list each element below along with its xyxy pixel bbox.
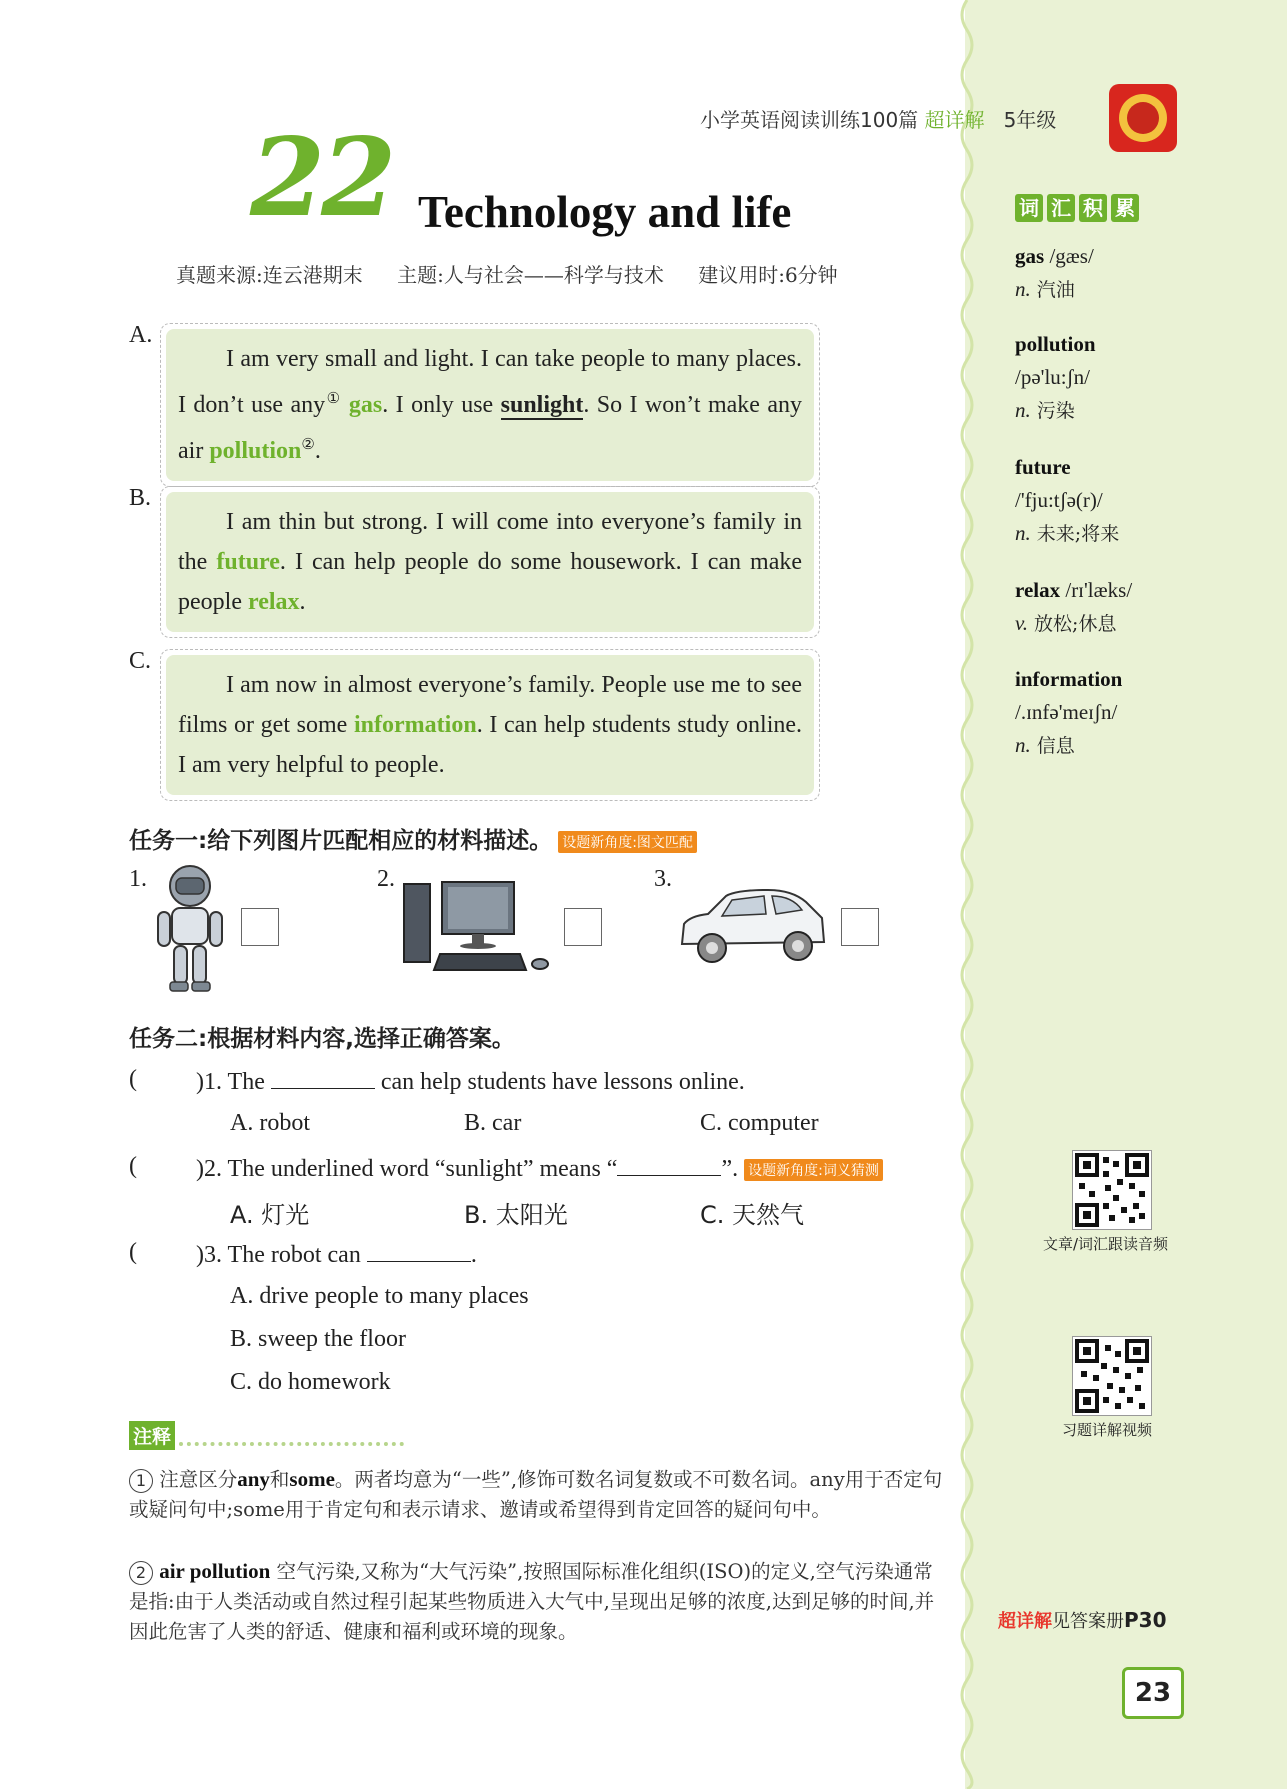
qr-code-icon[interactable] <box>1072 1150 1152 1230</box>
answer-box-1[interactable] <box>241 908 279 946</box>
vocab-item-gas: gas /gæs/ n. 汽油 <box>1015 244 1094 301</box>
book-title: 小学英语阅读训练100篇 <box>700 108 919 132</box>
passage-a: I am very small and light. I can take people to many places. I don’t use any① gas. I only use sunlight. So I won’t make any air pollution②. <box>160 323 820 487</box>
vocab-item-future: future /'fju:tʃə(r)/ n. 未来;将来 <box>1015 455 1120 545</box>
question-tag: 设题新角度:词义猜测 <box>744 1159 883 1181</box>
answer-paren[interactable]: ( <box>129 1066 137 1092</box>
robot-image <box>150 862 230 994</box>
page-number: 23 <box>1122 1667 1184 1719</box>
passage-label: A. <box>129 322 153 348</box>
q2-option-a[interactable]: A. 灯光 <box>230 1201 310 1229</box>
q2-option-b[interactable]: B. 太阳光 <box>464 1201 568 1229</box>
book-highlight: 超详解 <box>924 108 985 132</box>
q3-option-b[interactable]: B. sweep the floor <box>230 1326 406 1352</box>
meta-theme: 主题:人与社会——科学与技术 <box>397 263 664 287</box>
lesson-number: 22 <box>250 115 393 241</box>
publisher-logo-icon <box>1109 84 1177 152</box>
answer-box-2[interactable] <box>564 908 602 946</box>
question-tag: 设题新角度:图文匹配 <box>558 831 697 853</box>
answer-paren[interactable]: ( <box>129 1239 137 1265</box>
key-word: relax <box>247 589 300 615</box>
computer-image <box>400 876 558 976</box>
vocab-title: 词 汇 积 累 <box>1015 194 1143 222</box>
item-number: 2. <box>377 866 395 892</box>
q1-option-a[interactable]: A. robot <box>230 1110 310 1136</box>
answer-box-3[interactable] <box>841 908 879 946</box>
vocab-sidebar <box>965 0 1287 1789</box>
qr-caption-audio: 文章/词汇跟读音频 <box>1043 1235 1169 1253</box>
answer-paren[interactable]: ( <box>129 1153 137 1179</box>
circle-number: 1 <box>129 1469 153 1493</box>
item-number: 3. <box>654 866 672 892</box>
task1-title: 任务一:给下列图片匹配相应的材料描述。 设题新角度:图文匹配 <box>129 822 697 855</box>
book-grade: 5年级 <box>1003 108 1057 132</box>
passage-c: I am now in almost everyone’s family. People use me to see films or get some information. I can help students study online. I am very helpful to people. <box>160 649 820 801</box>
blank-line <box>367 1239 471 1262</box>
q1-option-c[interactable]: C. computer <box>700 1110 819 1136</box>
answer-reference: 超详解见答案册P30 <box>998 1608 1167 1632</box>
lesson-title: Technology and life <box>418 187 792 237</box>
vocab-item-information: information /.ɪnfə'meɪʃn/ n. 信息 <box>1015 667 1123 757</box>
key-word: information <box>354 712 477 738</box>
item-number: 1. <box>129 866 147 892</box>
note-1: 1 注意区分any和some。两者均意为“一些”,修饰可数名词复数或不可数名词。any用于否定句或疑问句中;some用于肯定句和表示请求、邀请或希望得到肯定回答的疑问句中。 <box>129 1467 943 1521</box>
q2-option-c[interactable]: C. 天然气 <box>700 1201 805 1229</box>
passage-label: C. <box>129 648 152 674</box>
meta-time: 建议用时:6分钟 <box>698 263 838 287</box>
underlined-word: sunlight <box>500 392 584 418</box>
meta-source: 真题来源:连云港期末 <box>176 263 363 287</box>
notes-header: 注释 <box>129 1421 404 1450</box>
passage-label: B. <box>129 485 152 511</box>
car-image <box>676 884 828 970</box>
qr-code-icon[interactable] <box>1072 1336 1152 1416</box>
key-word: pollution <box>209 438 302 464</box>
vocab-item-pollution: pollution /pə'lu:ʃn/ n. 污染 <box>1015 332 1096 422</box>
question-2: )2. The underlined word “sunlight” means “ ”. 设题新角度:词义猜测 <box>196 1153 883 1183</box>
question-1: )1. The can help students have lessons online. <box>196 1066 745 1096</box>
q1-option-b[interactable]: B. car <box>464 1110 522 1136</box>
blank-line <box>271 1066 375 1089</box>
passage-b: I am thin but strong. I will come into everyone’s family in the future. I can help people do some housework. I can make people relax. <box>160 486 820 638</box>
qr-caption-video: 习题详解视频 <box>1062 1421 1153 1439</box>
note-2: 2 air pollution 空气污染,又称为“大气污染”,按照国际标准化组织(ISO)的定义,空气污染通常是指:由于人类活动或自然过程引起某些物质进入大气中,呈现出足够的浓度,达到足够的时间,并因此危害了人类的舒适、健康和福利或环境的现象。 <box>129 1559 935 1643</box>
question-3: )3. The robot can . <box>196 1239 477 1269</box>
q3-option-a[interactable]: A. drive people to many places <box>230 1283 529 1309</box>
lesson-meta <box>176 259 866 288</box>
key-word: future <box>216 549 280 575</box>
wave-edge-decoration <box>955 0 979 1789</box>
circle-number: 2 <box>129 1561 153 1585</box>
vocab-item-relax: relax /rɪ'læks/ v. 放松;休息 <box>1015 578 1133 635</box>
key-word: gas <box>348 392 383 418</box>
book-header <box>700 104 1056 133</box>
blank-line <box>617 1153 721 1176</box>
task2-title: 任务二:根据材料内容,选择正确答案。 <box>129 1026 515 1052</box>
q3-option-c[interactable]: C. do homework <box>230 1369 391 1395</box>
